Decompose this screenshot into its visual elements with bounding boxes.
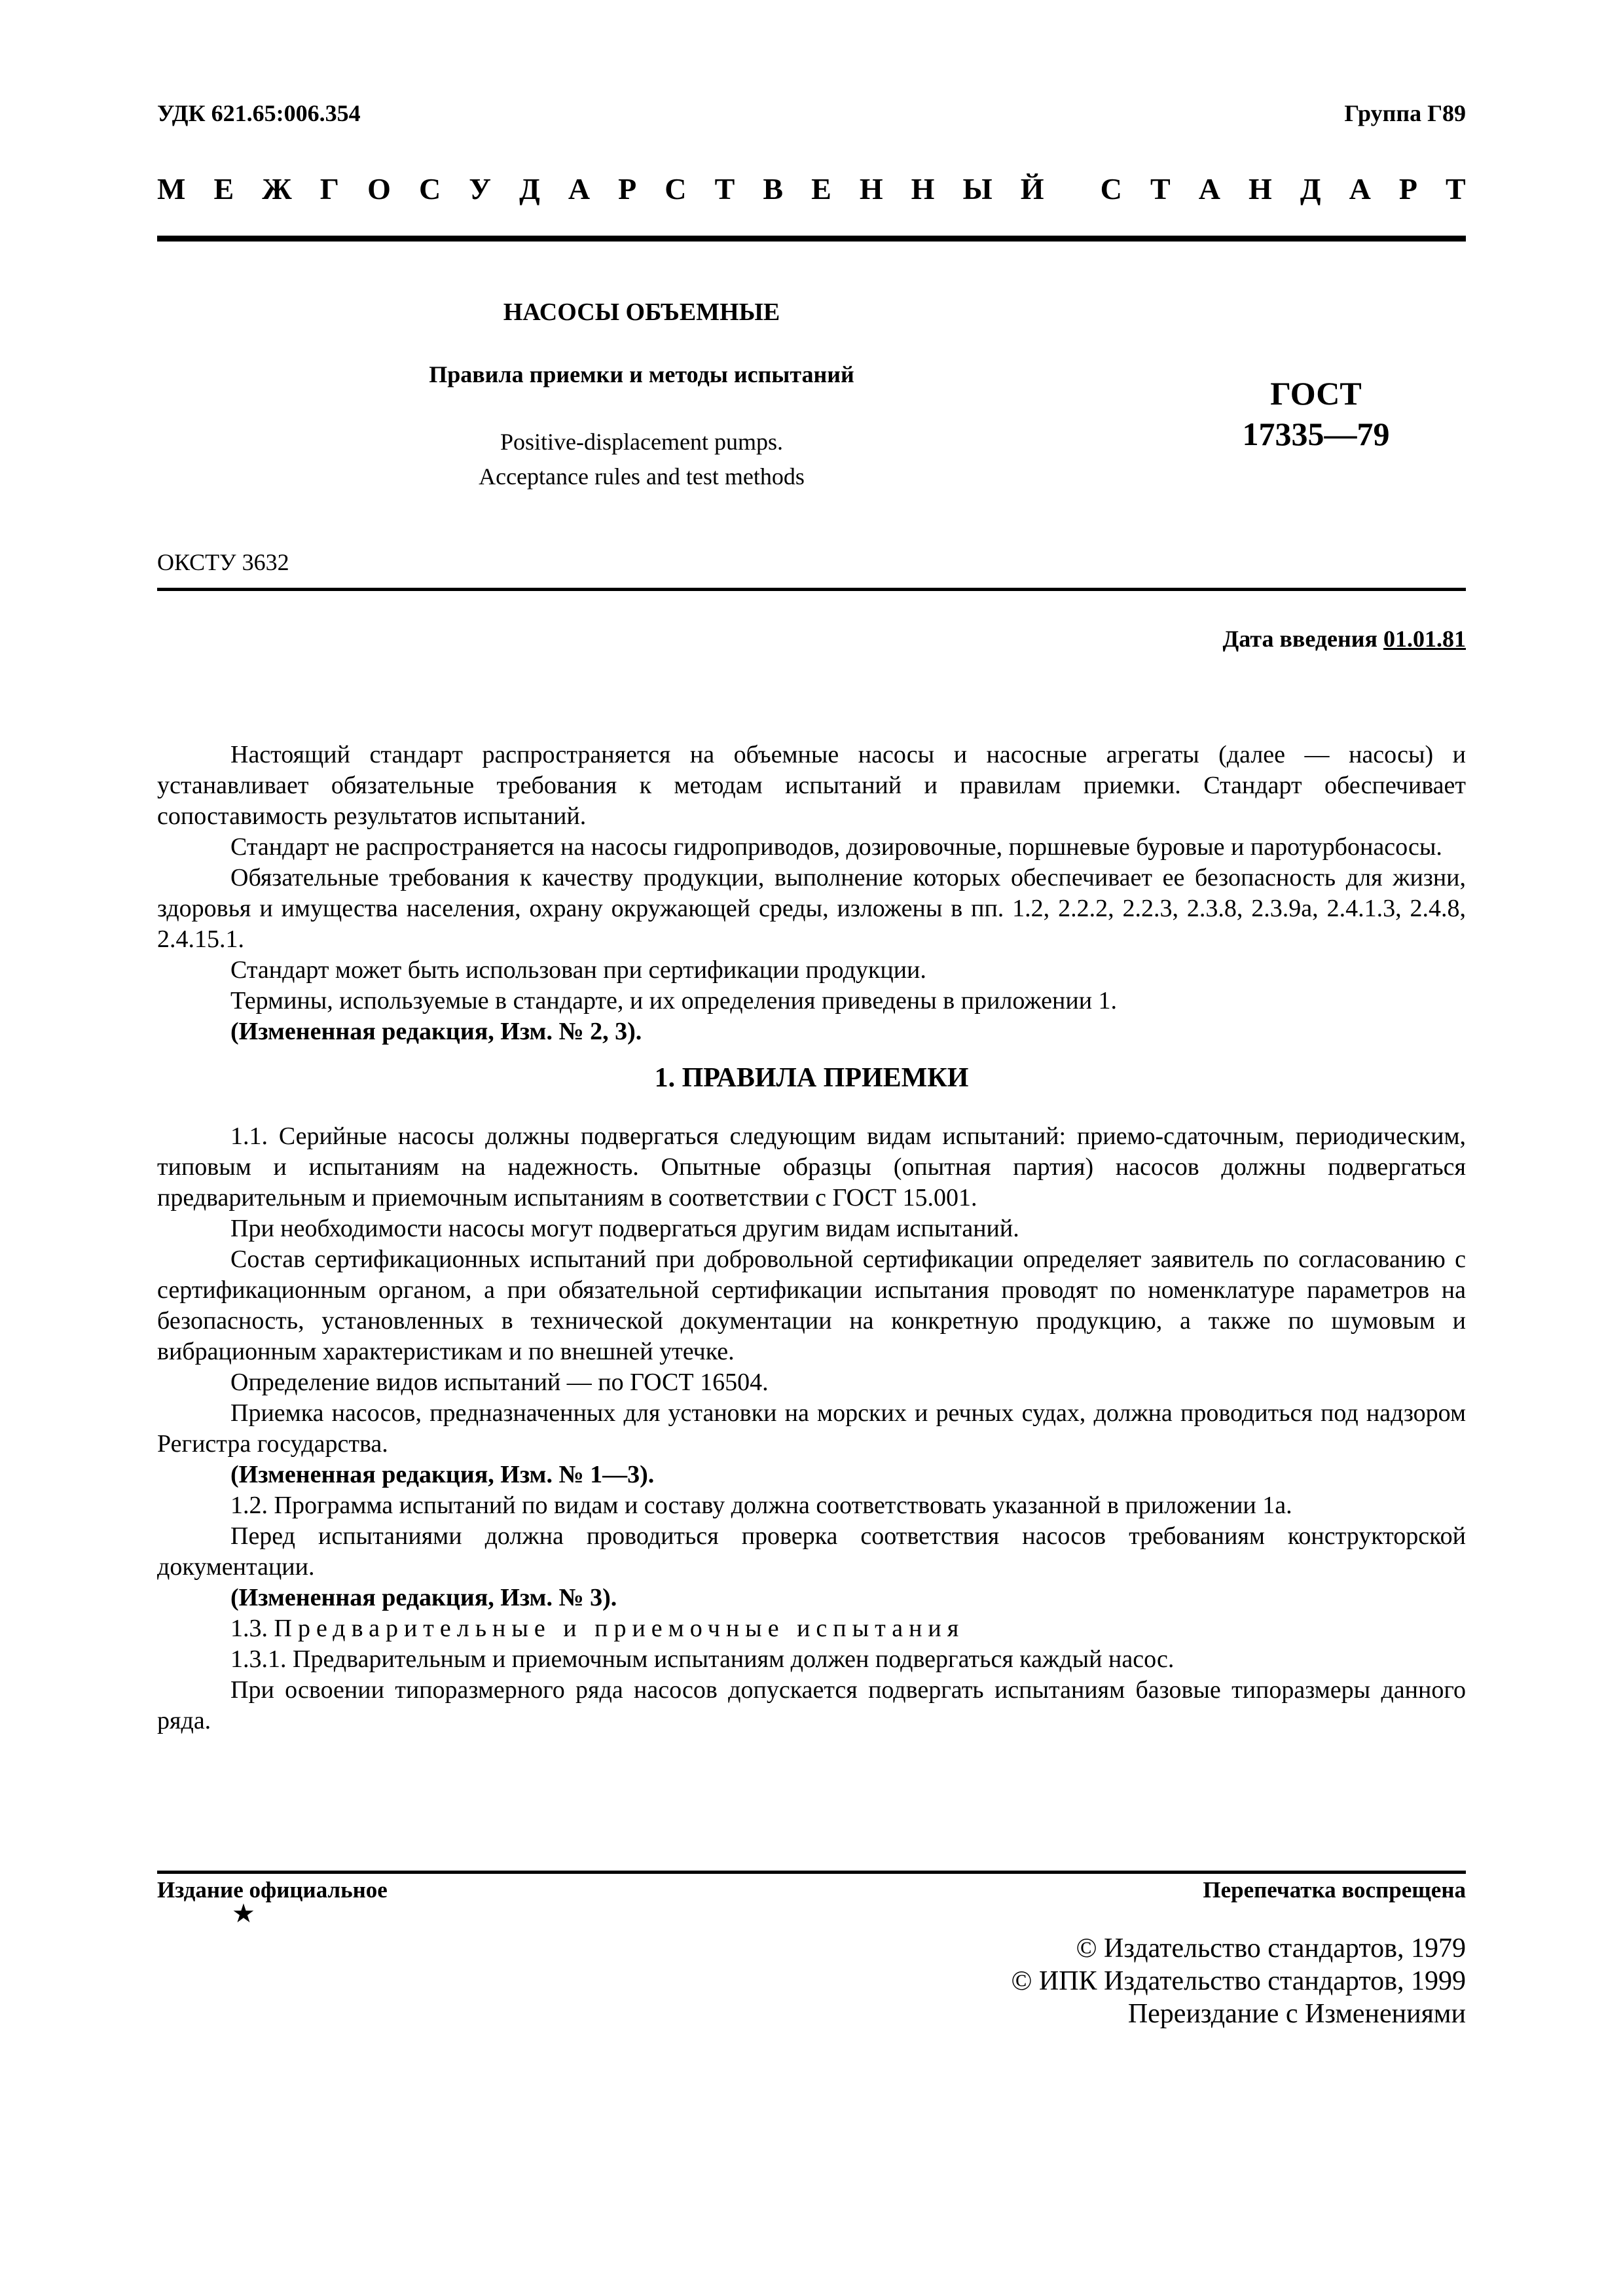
banner-letter: Ы [962, 172, 993, 206]
paragraph: Стандарт может быть использован при сертификации продукции. [230, 956, 926, 984]
banner-letter: У [469, 172, 492, 206]
banner-letter: Д [519, 172, 540, 206]
copyright-line: © Издательство стандартов, 1979 [1076, 1933, 1466, 1964]
copyright-block [1011, 1932, 1466, 2030]
banner-letter: Н [859, 172, 883, 206]
paragraph: Настоящий стандарт распространяется на объемные насосы и насосные агрегаты (далее — насосы) и устанавливает обязательные требования к методам испытаний и правилам приемки. Стандарт обеспечивает сопоставимость результатов испытаний. [157, 741, 1466, 830]
paragraph: 1.2. Программа испытаний по видам и составу должна соответствовать указанной в приложении 1а. [230, 1492, 1292, 1519]
subsection-heading [157, 1613, 1466, 1644]
gost-designation [1152, 373, 1480, 454]
banner-letter: Р [618, 172, 637, 206]
date-value: 01.01.81 [1383, 626, 1466, 652]
paragraph: Перед испытаниями должна проводиться проверка соответствия насосов требованиям конструкторской документации. [157, 1522, 1466, 1581]
banner-letter: Д [1300, 172, 1321, 206]
banner-letter: В [763, 172, 784, 206]
banner-letter: Г [319, 172, 340, 206]
interstate-standard-banner [157, 171, 1466, 206]
title-block [314, 298, 969, 494]
banner-letter: М [157, 172, 186, 206]
subsection-title: Предварительные и приемочные испытания [274, 1615, 965, 1642]
banner-letter: А [1198, 172, 1220, 206]
gost-number: 17335—79 [1242, 416, 1390, 452]
introduction-date [1223, 625, 1467, 653]
star-icon: ★ [232, 1899, 255, 1928]
banner-letter: О [367, 172, 391, 206]
banner-letter: А [568, 172, 591, 206]
english-title-line-2: Acceptance rules and test methods [479, 463, 805, 490]
oksu-rule [157, 588, 1466, 591]
paragraph: Определение видов испытаний — по ГОСТ 16504. [230, 1369, 769, 1396]
english-title-line-1: Positive-displacement pumps. [500, 429, 783, 455]
banner-letter: Т [1150, 172, 1171, 206]
paragraph: 1.3.1. Предварительным и приемочным испытаниям должен подвергаться каждый насос. [230, 1645, 1175, 1673]
paragraph: Состав сертификационных испытаний при добровольной сертификации определяет заявитель по согласованию с сертификационным органом, а при обязательной сертификации испытания проводят по номенклатуре параметров на безопасность, установленных в технической документации на конкретную продукцию, а также по шумовым и вибрационным характеристикам и по внешней утечке. [157, 1246, 1466, 1365]
banner-letter: Т [1446, 172, 1466, 206]
banner-letter: С [418, 172, 441, 206]
paragraph: Стандарт не распространяется на насосы гидроприводов, дозировочные, поршневые буровые и паротурбонасосы. [230, 833, 1442, 861]
udk-code: УДК 621.65:006.354 [157, 100, 361, 126]
banner-letter: Т [714, 172, 735, 206]
amendment-note: (Измененная редакция, Изм. № 3). [230, 1584, 617, 1611]
paragraph: Приемка насосов, предназначенных для установки на морских и речных судах, должна проводиться под надзором Регистра государства. [157, 1399, 1466, 1458]
banner-letter: Й [1020, 172, 1044, 206]
reissue-note: Переиздание с Изменениями [1127, 1999, 1466, 2029]
group-code: Группа Г89 [1344, 100, 1466, 126]
english-title [314, 425, 969, 494]
reprint-prohibited-label: Перепечатка воспрещена [1203, 1877, 1466, 1903]
document-subtitle: Правила приемки и методы испытаний [429, 361, 854, 387]
official-edition-label: Издание официальное [157, 1877, 388, 1903]
date-label: Дата введения [1222, 626, 1377, 652]
footer-rule [157, 1871, 1466, 1874]
paragraph: Обязательные требования к качеству продукции, выполнение которых обеспечивает ее безопасность для жизни, здоровья и имущества населения, охрану окружающей среды, изложены в пп. 1.2, 2.2.2, 2.2.3, 2.3.8, 2.3.9а, 2.4.1.3, 2.4.8, 2.4.15.1. [157, 864, 1466, 953]
banner-letter: С [665, 172, 687, 206]
header-rule [157, 236, 1466, 242]
banner-letter: С [1100, 172, 1122, 206]
amendment-note: (Измененная редакция, Изм. № 2, 3). [230, 1018, 642, 1045]
banner-letter: Н [911, 172, 935, 206]
banner-letter: Ж [262, 172, 292, 206]
banner-letter: Е [811, 172, 831, 206]
copyright-line: © ИПК Издательство стандартов, 1999 [1011, 1966, 1466, 1996]
paragraph: Термины, используемые в стандарте, и их определения приведены в приложении 1. [230, 987, 1118, 1014]
document-title: НАСОСЫ ОБЪЕМНЫЕ [503, 298, 780, 326]
banner-letter: Н [1249, 172, 1272, 206]
paragraph: При необходимости насосы могут подвергаться другим видам испытаний. [230, 1215, 1019, 1242]
section-heading: 1. ПРАВИЛА ПРИЕМКИ [654, 1063, 969, 1093]
amendment-note: (Измененная редакция, Изм. № 1—3). [230, 1461, 655, 1488]
banner-letter: Р [1398, 172, 1417, 206]
banner-letter: А [1349, 172, 1371, 206]
gost-label: ГОСТ [1270, 375, 1362, 412]
oksu-code: ОКСТУ 3632 [157, 549, 289, 575]
document-body [157, 740, 1466, 1736]
paragraph: 1.1. Серийные насосы должны подвергаться следующим видам испытаний: приемо-сдаточным, периодическим, типовым и испытаниям на надежность. Опытные образцы (опытная партия) насосов должны подвергаться предварительным и приемочным испытаниям в соответствии с ГОСТ 15.001. [157, 1122, 1466, 1211]
subsection-number: 1.3. [230, 1615, 268, 1642]
paragraph: При освоении типоразмерного ряда насосов допускается подвергать испытаниям базовые типоразмеры данного ряда. [157, 1676, 1466, 1734]
banner-letter: Е [213, 172, 234, 206]
